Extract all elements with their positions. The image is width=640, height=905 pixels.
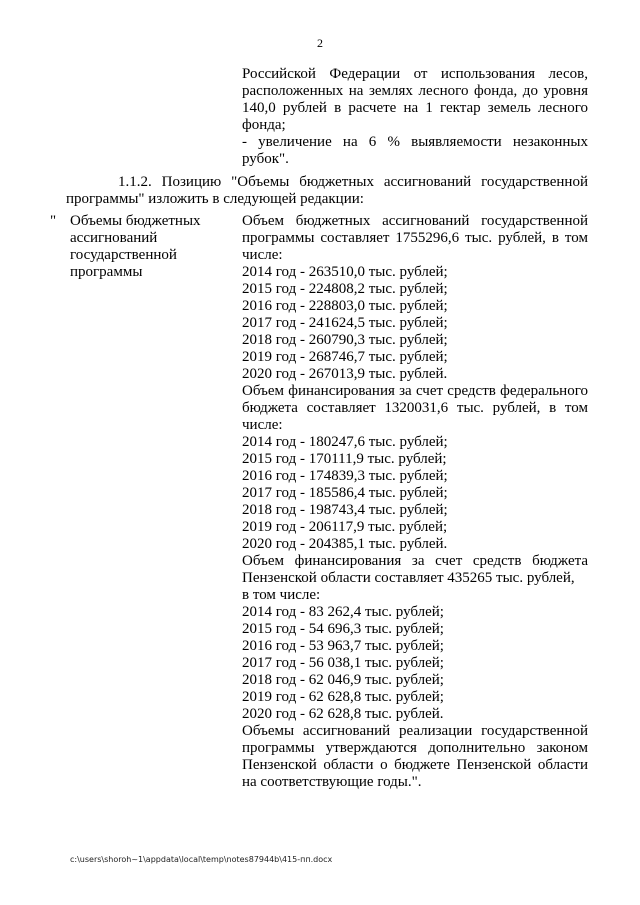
regional-year-line: 2018 год - 62 046,9 тыс. рублей; [242,672,444,688]
position-label-line: программы [70,264,143,280]
total-year-line: 2017 год - 241624,5 тыс. рублей; [242,315,448,331]
total-funding-line: Объем бюджетных ассигнований государственной [242,213,588,229]
page-number: 2 [317,36,323,50]
closing-line: на соответствующие годы.". [242,774,422,790]
federal-year-line: 2014 год - 180247,6 тыс. рублей; [242,434,448,450]
position-label-line: государственной [70,247,177,263]
federal-year-line: 2017 год - 185586,4 тыс. рублей; [242,485,448,501]
continuation-line: рубок". [242,151,289,167]
regional-year-line: 2015 год - 54 696,3 тыс. рублей; [242,621,444,637]
total-year-line: 2020 год - 267013,9 тыс. рублей. [242,366,448,382]
continuation-line: Российской Федерации от использования лесов, [242,66,588,82]
regional-year-line: 2017 год - 56 038,1 тыс. рублей; [242,655,444,671]
federal-funding-line: числе: [242,417,283,433]
regional-funding-line: Пензенской области составляет 435265 тыс. рублей, [242,570,575,586]
opening-quote: " [50,213,57,229]
closing-line: Пензенской области о бюджете Пензенской области [242,757,588,773]
position-label-line: ассигнований [70,230,158,246]
position-label-line: Объемы бюджетных [70,213,201,229]
total-funding-line: программы составляет 1755296,6 тыс. рублей, в том [242,230,588,246]
amendment-intro: 1.1.2. Позицию "Объемы бюджетных ассигнований государственной программы" изложить в следующей редакции: [66,174,588,207]
federal-year-line: 2019 год - 206117,9 тыс. рублей; [242,519,448,535]
regional-funding-line: Объем финансирования за счет средств бюджета [242,553,588,569]
funding-details [242,213,588,791]
total-year-line: 2014 год - 263510,0 тыс. рублей; [242,264,448,280]
continuation-line: расположенных на землях лесного фонда, до уровня [242,83,588,99]
federal-funding-line: бюджета составляет 1320031,6 тыс. рублей, в том [242,400,588,416]
federal-year-line: 2015 год - 170111,9 тыс. рублей; [242,451,447,467]
total-year-line: 2019 год - 268746,7 тыс. рублей; [242,349,448,365]
closing-line: Объемы ассигнований реализации государственной [242,723,588,739]
regional-funding-line: в том числе: [242,587,321,603]
regional-year-line: 2019 год - 62 628,8 тыс. рублей; [242,689,444,705]
regional-year-line: 2016 год - 53 963,7 тыс. рублей; [242,638,444,654]
regional-year-line: 2014 год - 83 262,4 тыс. рублей; [242,604,444,620]
federal-funding-line: Объем финансирования за счет средств федерального [242,383,588,399]
closing-line: программы утверждаются дополнительно законом [242,740,588,756]
federal-year-line: 2016 год - 174839,3 тыс. рублей; [242,468,448,484]
total-year-line: 2016 год - 228803,0 тыс. рублей; [242,298,448,314]
continuation-line: 140,0 рублей в расчете на 1 гектар земель лесного [242,100,588,116]
total-year-line: 2018 год - 260790,3 тыс. рублей; [242,332,448,348]
total-year-line: 2015 год - 224808,2 тыс. рублей; [242,281,448,297]
regional-year-line: 2020 год - 62 628,8 тыс. рублей. [242,706,444,722]
position-label [70,213,230,281]
continuation-line: - увеличение на 6 % выявляемости незаконных [242,134,588,150]
file-path-footer: c:\users\shoroh~1\appdata\local\temp\notes87944b\415-пп.docx [70,855,333,864]
continuation-line: фонда; [242,117,286,133]
continuation-text [242,66,588,168]
total-funding-line: числе: [242,247,283,263]
federal-year-line: 2018 год - 198743,4 тыс. рублей; [242,502,448,518]
federal-year-line: 2020 год - 204385,1 тыс. рублей. [242,536,448,552]
